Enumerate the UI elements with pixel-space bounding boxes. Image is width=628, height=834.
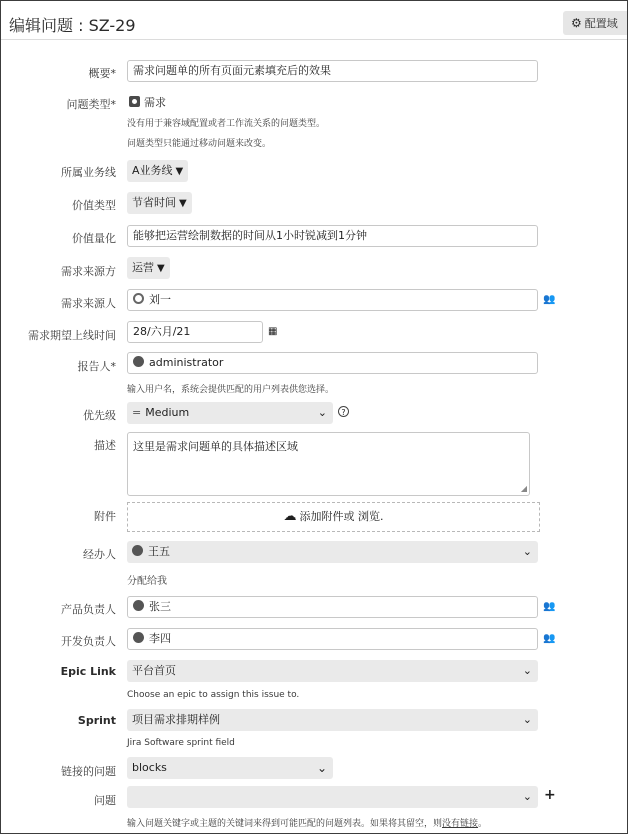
priority-value: Medium — [145, 406, 190, 419]
sprint-label: Sprint — [77, 714, 116, 727]
user-avatar — [132, 545, 143, 556]
issue-type-value — [129, 94, 166, 110]
chevron-down-icon: ⌄ — [317, 406, 327, 419]
configure-fields-button[interactable] — [563, 11, 628, 35]
business-line-label: 所属业务线 — [61, 166, 116, 179]
chevron-down-icon: ▼ — [157, 263, 165, 274]
dev-owner-value: 李四 — [149, 632, 171, 645]
business-line-value: A业务线 — [132, 164, 173, 177]
sprint-value: 项目需求排期样例 — [132, 713, 220, 726]
product-owner-value: 张三 — [149, 600, 171, 613]
dialog-title: 编辑问题 : SZ-29 — [9, 16, 136, 35]
req-source-value: 运营 — [132, 261, 154, 274]
chevron-down-icon: ▼ — [179, 198, 187, 209]
user-avatar — [133, 293, 144, 304]
add-issue-link-icon[interactable]: + — [544, 787, 556, 803]
gear-icon: ⚙ — [571, 16, 582, 30]
attachment-dropzone[interactable] — [127, 502, 540, 532]
chevron-down-icon: ⌄ — [522, 664, 532, 677]
resize-handle-icon[interactable]: ◢ — [520, 484, 527, 493]
chevron-down-icon: ⌄ — [522, 790, 532, 803]
summary-label: 概要* — [88, 67, 116, 80]
issue-type-hint-1: 没有用于兼容域配置或者工作流关系的问题类型。 — [127, 119, 326, 129]
product-owner-input[interactable] — [127, 596, 538, 618]
user-avatar — [133, 356, 144, 367]
user-picker-icon[interactable]: 👥 — [543, 601, 556, 612]
req-source-select[interactable] — [127, 257, 170, 279]
issue-label: 问题 — [94, 794, 116, 807]
user-picker-icon[interactable]: 👥 — [543, 294, 556, 305]
priority-label: 优先级 — [83, 409, 116, 422]
calendar-icon[interactable]: ▦ — [268, 326, 278, 337]
chevron-down-icon: ⌄ — [522, 713, 532, 726]
issue-hint-link: 没有链接 — [442, 819, 479, 829]
description-textarea[interactable] — [127, 432, 530, 496]
description-value: 这里是需求问题单的具体描述区域 — [133, 440, 298, 453]
epic-link-label: Epic Link — [60, 665, 116, 678]
value-quant-input[interactable]: 能够把运营绘制数据的时间从1小时锐减到1分钟 — [127, 225, 538, 247]
epic-link-hint: Choose an epic to assign this issue to. — [127, 690, 300, 700]
reporter-hint: 输入用户名，系统会提供匹配的用户列表供您选择。 — [127, 385, 335, 395]
cloud-upload-icon: ☁ — [283, 509, 297, 524]
description-label: 描述 — [94, 439, 116, 452]
chevron-down-icon: ⌄ — [522, 545, 532, 558]
epic-link-select[interactable] — [127, 660, 538, 682]
user-picker-icon[interactable]: 👥 — [543, 633, 556, 644]
value-quant-label: 价值量化 — [72, 232, 116, 245]
issue-hint — [127, 816, 487, 829]
help-icon[interactable]: ? — [338, 406, 349, 417]
req-source-label: 需求来源方 — [61, 265, 116, 278]
dev-owner-input[interactable] — [127, 628, 538, 650]
assignee-value: 王五 — [148, 545, 170, 558]
assignee-label: 经办人 — [83, 548, 116, 561]
user-avatar — [133, 600, 144, 611]
issue-hint-suffix: 。 — [478, 819, 488, 829]
sprint-select[interactable] — [127, 709, 538, 731]
reporter-label: 报告人* — [77, 360, 116, 373]
value-type-value: 节省时间 — [132, 196, 176, 209]
req-person-label: 需求来源人 — [61, 297, 116, 310]
expected-date-label: 需求期望上线时间 — [28, 329, 116, 342]
business-line-select[interactable] — [127, 160, 188, 182]
issue-hint-prefix: 输入问题关键字或主题的关键词来得到可能匹配的问题列表。如果将其留空，则 — [127, 819, 443, 829]
value-type-label: 价值类型 — [72, 199, 116, 212]
attachment-browse-link[interactable]: 浏览. — [358, 510, 384, 523]
dev-owner-label: 开发负责人 — [61, 635, 116, 648]
value-type-select[interactable] — [127, 192, 192, 214]
req-person-value: 刘一 — [149, 293, 171, 306]
req-person-input[interactable] — [127, 289, 538, 311]
issue-type-label: 问题类型* — [66, 98, 116, 111]
header-divider — [1, 39, 627, 40]
attachment-label: 附件 — [94, 510, 116, 523]
sprint-hint: Jira Software sprint field — [127, 738, 235, 748]
configure-fields-label: 配置域 — [584, 17, 618, 30]
product-owner-label: 产品负责人 — [61, 603, 116, 616]
issue-type-hint-2: 问题类型只能通过移动问题来改变。 — [127, 139, 272, 149]
chevron-down-icon: ▼ — [175, 166, 184, 177]
assign-to-me-link[interactable]: 分配给我 — [127, 576, 167, 587]
linked-issues-label: 链接的问题 — [61, 765, 116, 778]
reporter-input[interactable] — [127, 352, 538, 374]
priority-select[interactable] — [127, 402, 333, 424]
attachment-add-text: 添加附件或 — [299, 510, 355, 523]
issue-type-text: 需求 — [144, 96, 166, 109]
expected-date-input[interactable]: 28/六月/21 — [127, 321, 263, 343]
requirement-type-icon — [129, 96, 140, 107]
epic-link-value: 平台首页 — [132, 664, 176, 677]
link-type-select[interactable] — [127, 757, 333, 779]
summary-input[interactable]: 需求问题单的所有页面元素填充后的效果 — [127, 60, 538, 82]
issue-select[interactable] — [127, 786, 538, 808]
link-type-value: blocks — [132, 761, 167, 774]
priority-medium-icon: = — [132, 406, 142, 419]
reporter-value: administrator — [149, 356, 224, 369]
user-avatar — [133, 632, 144, 643]
chevron-down-icon: ⌄ — [316, 761, 327, 775]
assignee-select[interactable] — [127, 541, 538, 563]
